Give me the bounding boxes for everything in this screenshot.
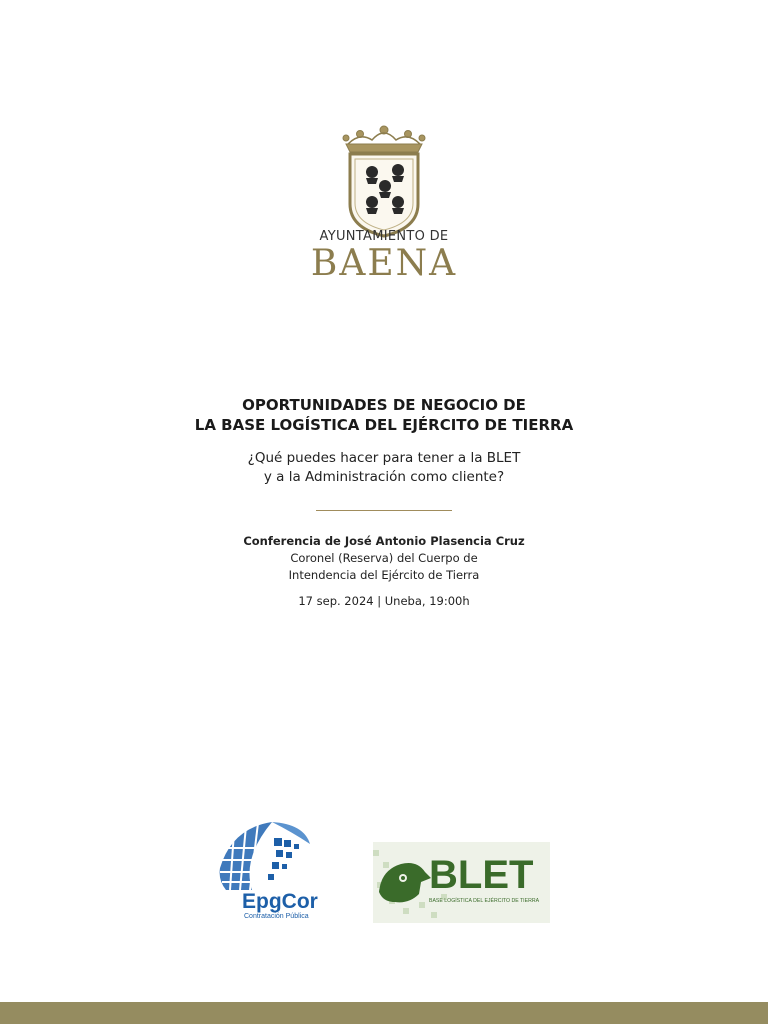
municipality-name: BAENA: [310, 243, 458, 284]
epgcor-logo: [212, 818, 322, 920]
event-title-line-1: OPORTUNIDADES DE NEGOCIO DE: [242, 396, 526, 414]
event-title-line-2: LA BASE LOGÍSTICA DEL EJÉRCITO DE TIERRA: [194, 416, 574, 434]
blet-tagline: BASE LOGÍSTICA DEL EJÉRCITO DE TIERRA: [429, 898, 540, 904]
epgcor-tagline: Contratación Pública: [244, 913, 309, 920]
event-question-line-2: y a la Administración como cliente?: [263, 469, 505, 485]
speaker-role-line-1: Coronel (Reserva) del Cuerpo de: [290, 551, 478, 565]
epgcor-name: EpgCor: [242, 890, 318, 913]
speaker-role-line-2: Intendencia del Ejército de Tierra: [288, 568, 480, 582]
event-question-line-1: ¿Qué puedes hacer para tener a la BLET: [247, 450, 521, 466]
date-place: 17 sep. 2024 | Uneba, 19:00h: [298, 594, 470, 608]
divider: [316, 510, 452, 511]
speaker-line: Conferencia de José Antonio Plasencia Cruz: [243, 534, 525, 548]
globe-grid-icon: [220, 822, 310, 890]
knight-head-icon: [379, 863, 431, 902]
municipality-line: AYUNTAMIENTO DE: [319, 229, 449, 244]
blet-name: BLET: [429, 853, 534, 897]
footer-bar: [0, 1002, 768, 1024]
blet-logo: [373, 842, 550, 923]
